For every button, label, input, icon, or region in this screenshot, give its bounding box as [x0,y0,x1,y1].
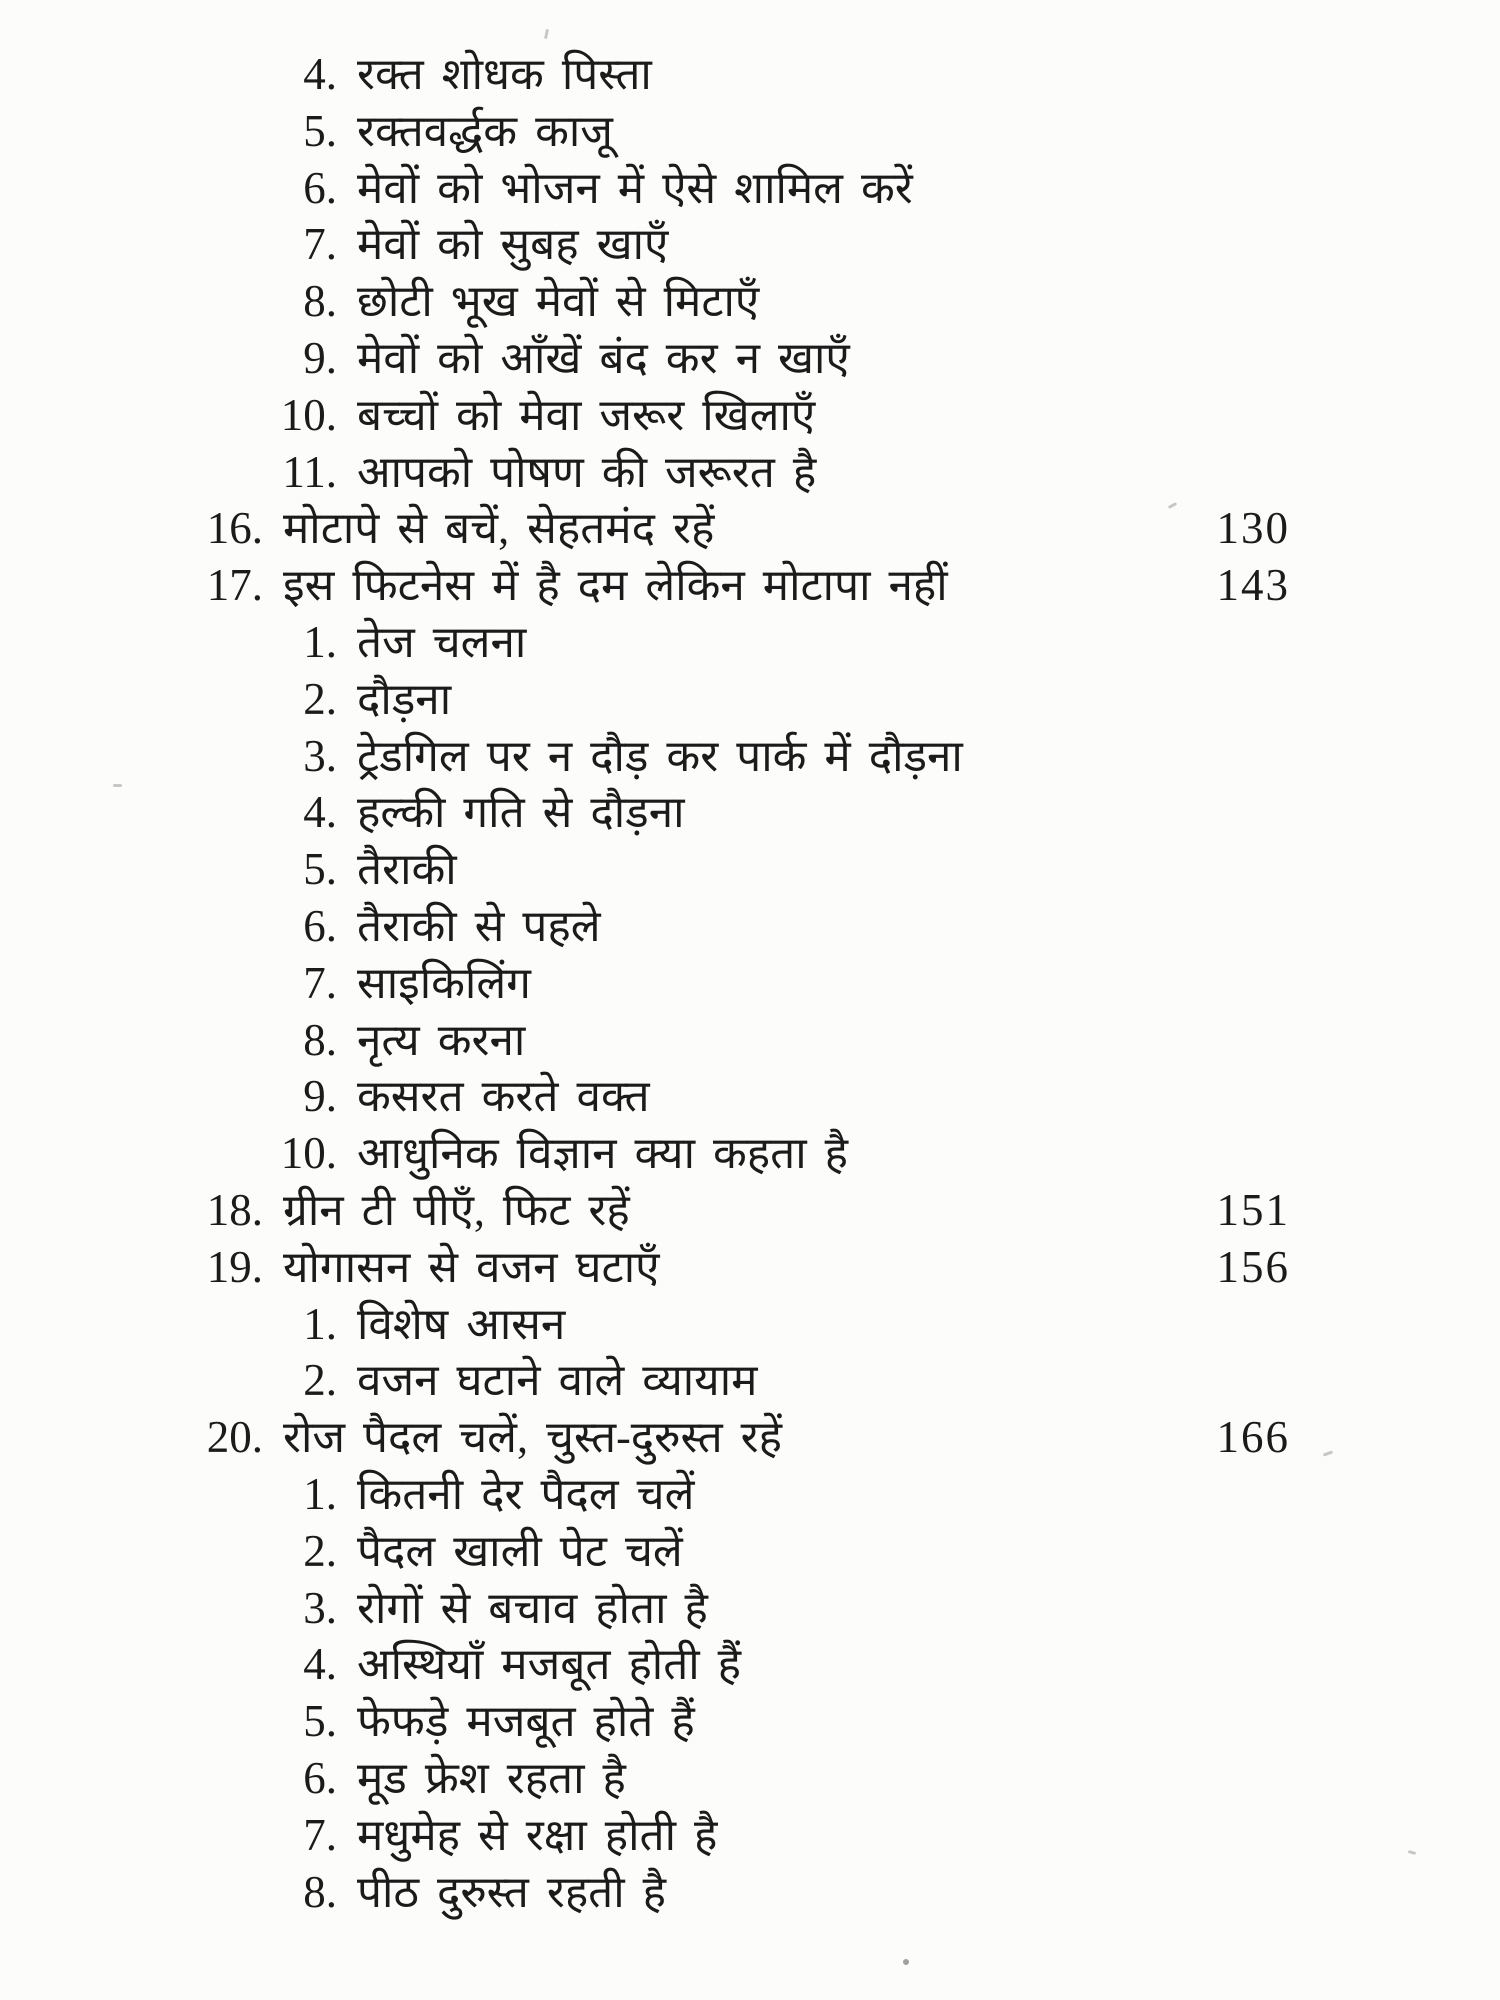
toc-subitem-row [0,1466,1290,1523]
toc-item-page-number: 166 [1216,1412,1290,1463]
toc-item-number: 10. [280,389,337,440]
toc-item-number: 5. [303,1696,337,1747]
toc-subitem-row [0,160,1290,217]
toc-item-title: मेवों को आँखें बंद कर न खाएँ [357,333,850,383]
toc-item-number: 7. [303,1809,337,1860]
toc-item-number: 7. [303,219,337,270]
toc-subitem-row [0,216,1290,273]
toc-subitem-row [0,387,1290,444]
toc-item-title: तेज चलना [357,617,527,667]
toc-subitem-row [0,1296,1290,1353]
toc-item-title: कसरत करते वक्त [357,1072,650,1122]
scan-speck [544,29,549,39]
toc-item-number: 9. [303,1071,337,1122]
toc-subitem-row [0,330,1290,387]
toc-item-page-number: 151 [1216,1184,1290,1235]
toc-item-title: वजन घटाने वाले व्यायाम [357,1356,758,1406]
toc-item-title: ग्रीन टी पीएँ, फिट रहें [283,1185,630,1235]
toc-item-title: ट्रेडगिल पर न दौड़ कर पार्क में दौड़ना [357,731,963,781]
toc-item-title: तैराकी से पहले [357,901,601,951]
toc-chapter-row [0,1239,1290,1296]
scan-speck [113,784,122,787]
toc-subitem-row [0,1750,1290,1807]
toc-item-number: 3. [303,1582,337,1633]
toc-item-number: 4. [303,1639,337,1690]
toc-item-title: दौड़ना [357,674,452,724]
toc-subitem-row [0,1125,1290,1182]
toc-chapter-row [0,557,1290,614]
toc-item-title: बच्चों को मेवा जरूर खिलाएँ [357,390,816,440]
toc-chapter-row [0,1409,1290,1466]
toc-item-number: 5. [303,844,337,895]
toc-item-number: 6. [303,900,337,951]
toc-subitem-row [0,1523,1290,1580]
toc-item-number: 3. [303,730,337,781]
toc-item-number: 1. [303,616,337,667]
toc-subitem-row [0,1012,1290,1069]
toc-item-title: विशेष आसन [357,1299,566,1349]
toc-item-number: 2. [303,673,337,724]
toc-item-title: रक्त शोधक पिस्ता [357,50,652,99]
toc-item-number: 10. [280,1128,337,1179]
toc-item-title: नृत्य करना [357,1015,526,1065]
toc-item-title: रोगों से बचाव होता है [357,1583,708,1633]
toc-item-title: मेवों को सुबह खाएँ [357,220,669,270]
toc-chapter-row [0,1182,1290,1239]
toc-item-number: 9. [303,332,337,383]
toc-subitem-row [0,784,1290,841]
toc-item-number: 20. [206,1412,263,1463]
toc-item-title: अस्थियाँ मजबूत होती हैं [357,1640,742,1690]
toc-item-number: 8. [303,1014,337,1065]
toc-item-number: 16. [206,503,263,554]
toc-item-number: 11. [282,446,337,497]
toc-subitem-row [0,728,1290,785]
toc-subitem-row [0,1807,1290,1864]
toc-subitem-row [0,955,1290,1012]
toc-item-number: 18. [206,1184,263,1235]
toc-chapter-row [0,500,1290,557]
toc-item-number: 1. [303,1468,337,1519]
toc-item-title: योगासन से वजन घटाएँ [283,1242,660,1292]
toc-item-title: इस फिटनेस में है दम लेकिन मोटापा नहीं [283,561,948,611]
toc-subitem-row [0,1864,1290,1921]
toc-subitem-row [0,46,1290,103]
toc-item-title: मोटापे से बचें, सेहतमंद रहें [283,504,715,554]
toc-item-title: फेफड़े मजबूत होते हैं [357,1697,695,1747]
toc-item-title: मूड फ्रेश रहता है [357,1753,626,1803]
toc-item-number: 17. [206,560,263,611]
toc-item-number: 19. [206,1241,263,1292]
toc-item-number: 7. [303,957,337,1008]
toc-item-number: 1. [303,1298,337,1349]
toc-item-number: 2. [303,1355,337,1406]
toc-subitem-row [0,103,1290,160]
toc-subitem-row [0,444,1290,501]
toc-item-title: साइकिलिंग [357,958,531,1008]
toc-item-number: 6. [303,1752,337,1803]
toc-item-title: तैराकी [357,845,457,895]
toc-item-number: 4. [303,49,337,99]
toc-item-title: पैदल खाली पेट चलें [357,1526,683,1576]
toc-subitem-row [0,1636,1290,1693]
toc-subitem-row [0,1068,1290,1125]
toc-item-title: आपको पोषण की जरूरत है [357,447,817,497]
toc-item-page-number: 130 [1216,503,1290,554]
toc-item-title: कितनी देर पैदल चलें [357,1469,695,1519]
toc-item-page-number: 156 [1216,1241,1290,1292]
toc-item-title: मधुमेह से रक्षा होती है [357,1810,718,1860]
toc-item-number: 5. [303,105,337,156]
toc-item-number: 4. [303,787,337,838]
toc-item-number: 2. [303,1525,337,1576]
toc-item-title: आधुनिक विज्ञान क्या कहता है [357,1129,848,1179]
toc-subitem-row [0,898,1290,955]
toc-item-title: मेवों को भोजन में ऐसे शामिल करें [357,163,913,213]
toc-item-title: रक्तवर्द्धक काजू [357,106,613,156]
toc-item-number: 8. [303,1866,337,1917]
toc-subitem-row [0,841,1290,898]
toc-item-title: पीठ दुरुस्त रहती है [357,1867,667,1917]
toc-item-title: हल्की गति से दौड़ना [357,788,685,838]
toc-list [0,46,1500,1920]
toc-subitem-row [0,614,1290,671]
toc-item-title: रोज पैदल चलें, चुस्त-दुरुस्त रहें [283,1413,783,1463]
toc-item-number: 6. [303,162,337,213]
toc-subitem-row [0,1580,1290,1637]
scan-speck [903,1959,909,1965]
toc-subitem-row [0,273,1290,330]
toc-item-page-number: 143 [1216,560,1290,611]
toc-subitem-row [0,1352,1290,1409]
toc-item-title: छोटी भूख मेवों से मिटाएँ [357,277,760,327]
toc-subitem-row [0,671,1290,728]
toc-subitem-row [0,1693,1290,1750]
toc-item-number: 8. [303,276,337,327]
